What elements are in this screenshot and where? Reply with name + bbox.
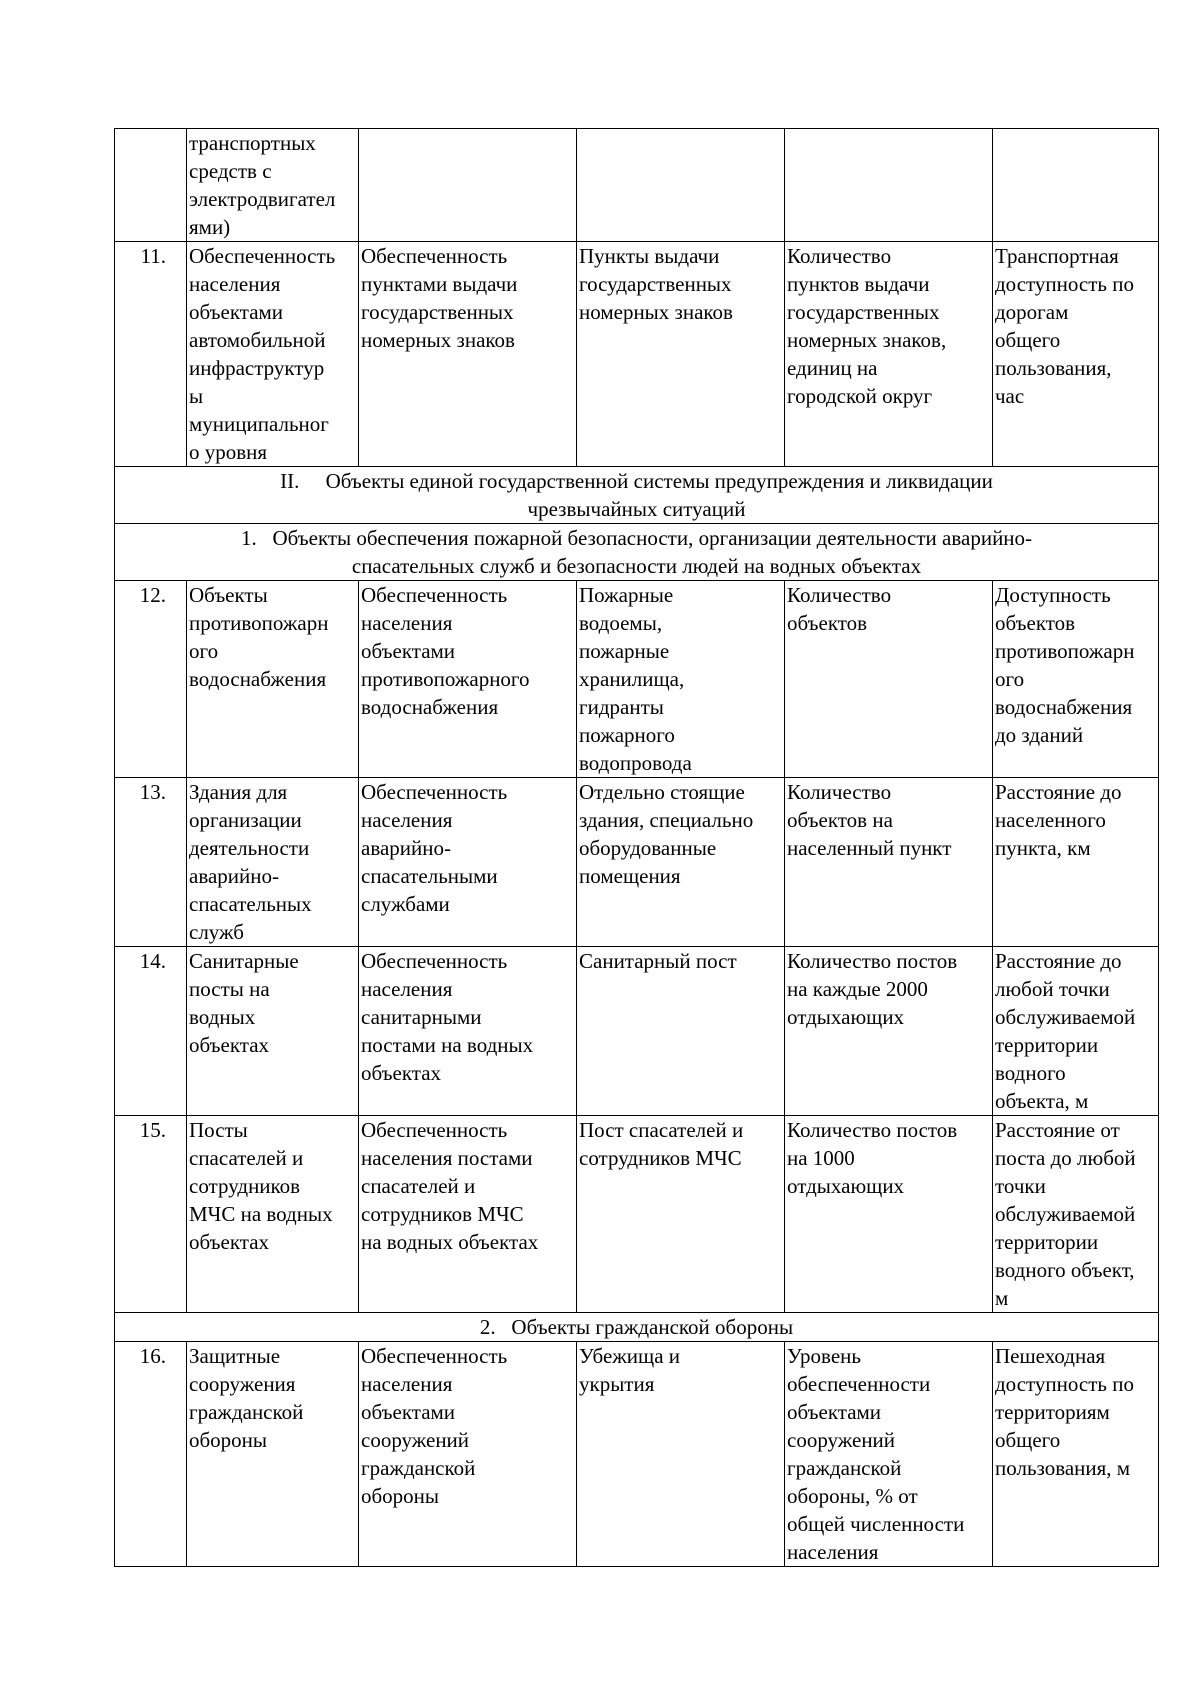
cell-line: обороны (361, 1484, 440, 1508)
cell-line: Расстояние до (995, 780, 1122, 804)
cell-line: укрытия (579, 1372, 655, 1396)
cell-line: населения (361, 611, 453, 635)
cell-object-type (577, 947, 785, 1116)
cell-quantity-unit (785, 778, 993, 947)
cell-object-name (187, 129, 359, 242)
cell-line: Обеспеченность (361, 1118, 508, 1142)
cell-line: на водных объектах (361, 1230, 539, 1254)
cell-line: хранилища, (579, 667, 685, 691)
cell-line: инфраструктур (189, 356, 325, 380)
cell-line: Транспортная (995, 244, 1119, 268)
section-title (115, 524, 1159, 581)
cell-object-name (187, 778, 359, 947)
cell-line: Обеспеченность (361, 244, 508, 268)
cell-line: территориям (995, 1400, 1110, 1424)
section-title (115, 1313, 1159, 1342)
cell-line: населения (189, 272, 281, 296)
table-row (115, 947, 1159, 1116)
cell-line: водопровода (579, 751, 692, 775)
cell-indicator (359, 581, 577, 778)
cell-line: сотрудников МЧС (579, 1146, 742, 1170)
cell-line: сооружений (361, 1428, 470, 1452)
cell-line: населенного (995, 808, 1106, 832)
cell-line: отдыхающих (787, 1005, 905, 1029)
cell-accessibility (993, 1116, 1159, 1313)
cell-line: населенный пункт (787, 836, 952, 860)
cell-line: общего (995, 1428, 1061, 1452)
cell-line: спасательных (189, 892, 312, 916)
cell-line: гражданской (361, 1456, 476, 1480)
cell-quantity-unit (785, 947, 993, 1116)
cell-line: пунктов выдачи (787, 272, 930, 296)
cell-line: точки (995, 1174, 1046, 1198)
cell-accessibility (993, 242, 1159, 467)
cell-line: Посты (189, 1118, 248, 1142)
cell-line: Уровень (787, 1344, 861, 1368)
cell-line: ого (189, 639, 219, 663)
cell-line: объектах (361, 1061, 442, 1085)
cell-line: на каждые 2000 (787, 977, 928, 1001)
cell-line: поста до любой (995, 1146, 1136, 1170)
cell-line: единиц на (787, 356, 878, 380)
table-row (115, 129, 1159, 242)
cell-line: противопожарн (189, 611, 329, 635)
cell-line: противопожарного (361, 667, 530, 691)
cell-line: служб (189, 920, 244, 944)
cell-line: Отдельно стоящие (579, 780, 745, 804)
cell-line: Санитарный пост (579, 949, 737, 973)
cell-line: средств с (189, 159, 272, 183)
cell-line: Количество постов (787, 949, 958, 973)
table-body (115, 129, 1159, 1567)
cell-line: объектами (787, 1400, 882, 1424)
cell-line: населения (361, 808, 453, 832)
cell-line: Обеспеченность (361, 1344, 508, 1368)
cell-line: отдыхающих (787, 1174, 905, 1198)
section-header-row (115, 524, 1159, 581)
cell-line: до зданий (995, 723, 1084, 747)
table-row (115, 242, 1159, 467)
cell-line: общего (995, 328, 1061, 352)
cell-line: оборудованные (579, 836, 717, 860)
section-title-line: спасательных служб и безопасности людей на водных объектах (351, 554, 922, 578)
cell-line: Убежища и (579, 1344, 681, 1368)
cell-line: м (995, 1286, 1009, 1310)
cell-line: службами (361, 892, 450, 916)
cell-line: водоснабжения (995, 695, 1133, 719)
cell-accessibility (993, 947, 1159, 1116)
cell-line: номерных знаков (579, 300, 733, 324)
cell-line: водоснабжения (361, 695, 499, 719)
cell-line: Обеспеченность (361, 780, 508, 804)
cell-object-type (577, 581, 785, 778)
cell-line: о уровня (189, 440, 268, 464)
cell-line: объектов на (787, 808, 893, 832)
cell-line: спасателей и (361, 1174, 476, 1198)
cell-line: гидранты (579, 695, 664, 719)
cell-object-name (187, 1342, 359, 1567)
cell-line: населения постами (361, 1146, 533, 1170)
table-row (115, 778, 1159, 947)
cell-line: муниципальног (189, 412, 329, 436)
cell-line: ого (995, 667, 1025, 691)
cell-object-type (577, 129, 785, 242)
cell-line: объектах (189, 1230, 270, 1254)
cell-line: Пешеходная (995, 1344, 1106, 1368)
cell-line: водных (189, 1005, 256, 1029)
cell-line: городской округ (787, 384, 933, 408)
cell-line: сотрудников МЧС (361, 1202, 524, 1226)
cell-line: Доступность (995, 583, 1111, 607)
cell-line: Санитарные (189, 949, 299, 973)
cell-line: обеспеченности (787, 1372, 931, 1396)
cell-object-type (577, 1116, 785, 1313)
cell-line: автомобильной (189, 328, 326, 352)
row-number: 16. (115, 1342, 187, 1567)
cell-line: объектах (189, 1033, 270, 1057)
cell-object-type (577, 242, 785, 467)
table-row (115, 1342, 1159, 1567)
cell-line: противопожарн (995, 639, 1135, 663)
cell-line: любой точки (995, 977, 1110, 1001)
cell-indicator (359, 1116, 577, 1313)
cell-line: час (995, 384, 1025, 408)
row-number: 14. (115, 947, 187, 1116)
cell-line: пункта, км (995, 836, 1091, 860)
cell-line: Обеспеченность (189, 244, 336, 268)
cell-line: сооружений (787, 1428, 896, 1452)
cell-line: Расстояние до (995, 949, 1122, 973)
cell-object-name (187, 947, 359, 1116)
row-number: 12. (115, 581, 187, 778)
cell-line: территории (995, 1033, 1099, 1057)
cell-line: обслуживаемой (995, 1202, 1136, 1226)
cell-line: сооружения (189, 1372, 296, 1396)
cell-line: номерных знаков, (787, 328, 947, 352)
cell-line: Количество (787, 780, 892, 804)
cell-line: доступность по (995, 272, 1134, 296)
cell-line: пунктами выдачи (361, 272, 518, 296)
cell-quantity-unit (785, 1116, 993, 1313)
cell-line: государственных (579, 272, 732, 296)
cell-line: водоемы, (579, 611, 663, 635)
cell-line: объектами (361, 639, 456, 663)
cell-line: Здания для (189, 780, 288, 804)
cell-line: постами на водных (361, 1033, 534, 1057)
cell-line: доступность по (995, 1372, 1134, 1396)
cell-line: пожарные (579, 639, 670, 663)
cell-line: сотрудников (189, 1174, 301, 1198)
cell-line: санитарными (361, 1005, 482, 1029)
cell-indicator (359, 242, 577, 467)
cell-line: обороны, % от (787, 1484, 918, 1508)
cell-line: водного объект, (995, 1258, 1135, 1282)
cell-line: водоснабжения (189, 667, 327, 691)
cell-line: объектов (787, 611, 868, 635)
cell-line: населения (787, 1540, 879, 1564)
section-title (115, 467, 1159, 524)
cell-object-type (577, 1342, 785, 1567)
cell-accessibility (993, 778, 1159, 947)
cell-line: государственных (361, 300, 514, 324)
section-title-line: 1. Объекты обеспечения пожарной безопасности, организации деятельности аварийно- (240, 526, 1033, 550)
cell-line: объектами (189, 300, 284, 324)
section-title-line: чрезвычайных ситуаций (527, 497, 746, 521)
cell-line: Расстояние от (995, 1118, 1120, 1142)
cell-line: гражданской (189, 1400, 304, 1424)
infrastructure-table (114, 128, 1159, 1567)
cell-line: общей численности (787, 1512, 965, 1536)
cell-quantity-unit (785, 1342, 993, 1567)
cell-line: пользования, м (995, 1456, 1131, 1480)
cell-line: на 1000 (787, 1146, 855, 1170)
cell-line: номерных знаков (361, 328, 515, 352)
section-title-line: 2. Объекты гражданской обороны (479, 1315, 794, 1339)
row-number (115, 129, 187, 242)
cell-line: населения (361, 977, 453, 1001)
section-title-line: II. Объекты единой государственной системы предупреждения и ликвидации (280, 469, 993, 493)
cell-line: объектов (995, 611, 1076, 635)
cell-accessibility (993, 129, 1159, 242)
cell-line: Пункты выдачи (579, 244, 720, 268)
cell-line: Обеспеченность (361, 583, 508, 607)
cell-line: территории (995, 1230, 1099, 1254)
cell-accessibility (993, 1342, 1159, 1567)
cell-indicator (359, 778, 577, 947)
cell-line: транспортных (189, 131, 316, 155)
cell-object-type (577, 778, 785, 947)
cell-indicator (359, 1342, 577, 1567)
cell-line: ями) (189, 215, 231, 239)
table-row (115, 581, 1159, 778)
cell-line: пользования, (995, 356, 1112, 380)
cell-quantity-unit (785, 129, 993, 242)
cell-line: Пожарные (579, 583, 674, 607)
section-header-row (115, 1313, 1159, 1342)
cell-line: дорогам (995, 300, 1069, 324)
cell-line: объекта, м (995, 1089, 1089, 1113)
cell-line: Защитные (189, 1344, 281, 1368)
cell-line: пожарного (579, 723, 675, 747)
cell-line: Пост спасателей и (579, 1118, 744, 1142)
row-number: 11. (115, 242, 187, 467)
cell-line: аварийно- (189, 864, 279, 888)
cell-line: организации (189, 808, 302, 832)
cell-line: Количество постов (787, 1118, 958, 1142)
cell-line: государственных (787, 300, 940, 324)
cell-object-name (187, 242, 359, 467)
cell-line: аварийно- (361, 836, 451, 860)
cell-quantity-unit (785, 581, 993, 778)
cell-object-name (187, 581, 359, 778)
cell-line: Количество (787, 583, 892, 607)
cell-line: ы (189, 384, 204, 408)
cell-line: помещения (579, 864, 681, 888)
cell-line: деятельности (189, 836, 310, 860)
cell-line: водного (995, 1061, 1066, 1085)
cell-indicator (359, 129, 577, 242)
row-number: 15. (115, 1116, 187, 1313)
cell-indicator (359, 947, 577, 1116)
cell-line: МЧС на водных (189, 1202, 333, 1226)
cell-line: Объекты (189, 583, 268, 607)
cell-line: обслуживаемой (995, 1005, 1136, 1029)
cell-accessibility (993, 581, 1159, 778)
cell-quantity-unit (785, 242, 993, 467)
cell-line: электродвигател (189, 187, 336, 211)
row-number: 13. (115, 778, 187, 947)
cell-line: спасательными (361, 864, 498, 888)
cell-line: Обеспеченность (361, 949, 508, 973)
section-header-row (115, 467, 1159, 524)
cell-object-name (187, 1116, 359, 1313)
cell-line: здания, специально (579, 808, 754, 832)
cell-line: населения (361, 1372, 453, 1396)
table-row (115, 1116, 1159, 1313)
cell-line: посты на (189, 977, 270, 1001)
cell-line: объектами (361, 1400, 456, 1424)
cell-line: спасателей и (189, 1146, 304, 1170)
cell-line: обороны (189, 1428, 268, 1452)
cell-line: гражданской (787, 1456, 902, 1480)
cell-line: Количество (787, 244, 892, 268)
